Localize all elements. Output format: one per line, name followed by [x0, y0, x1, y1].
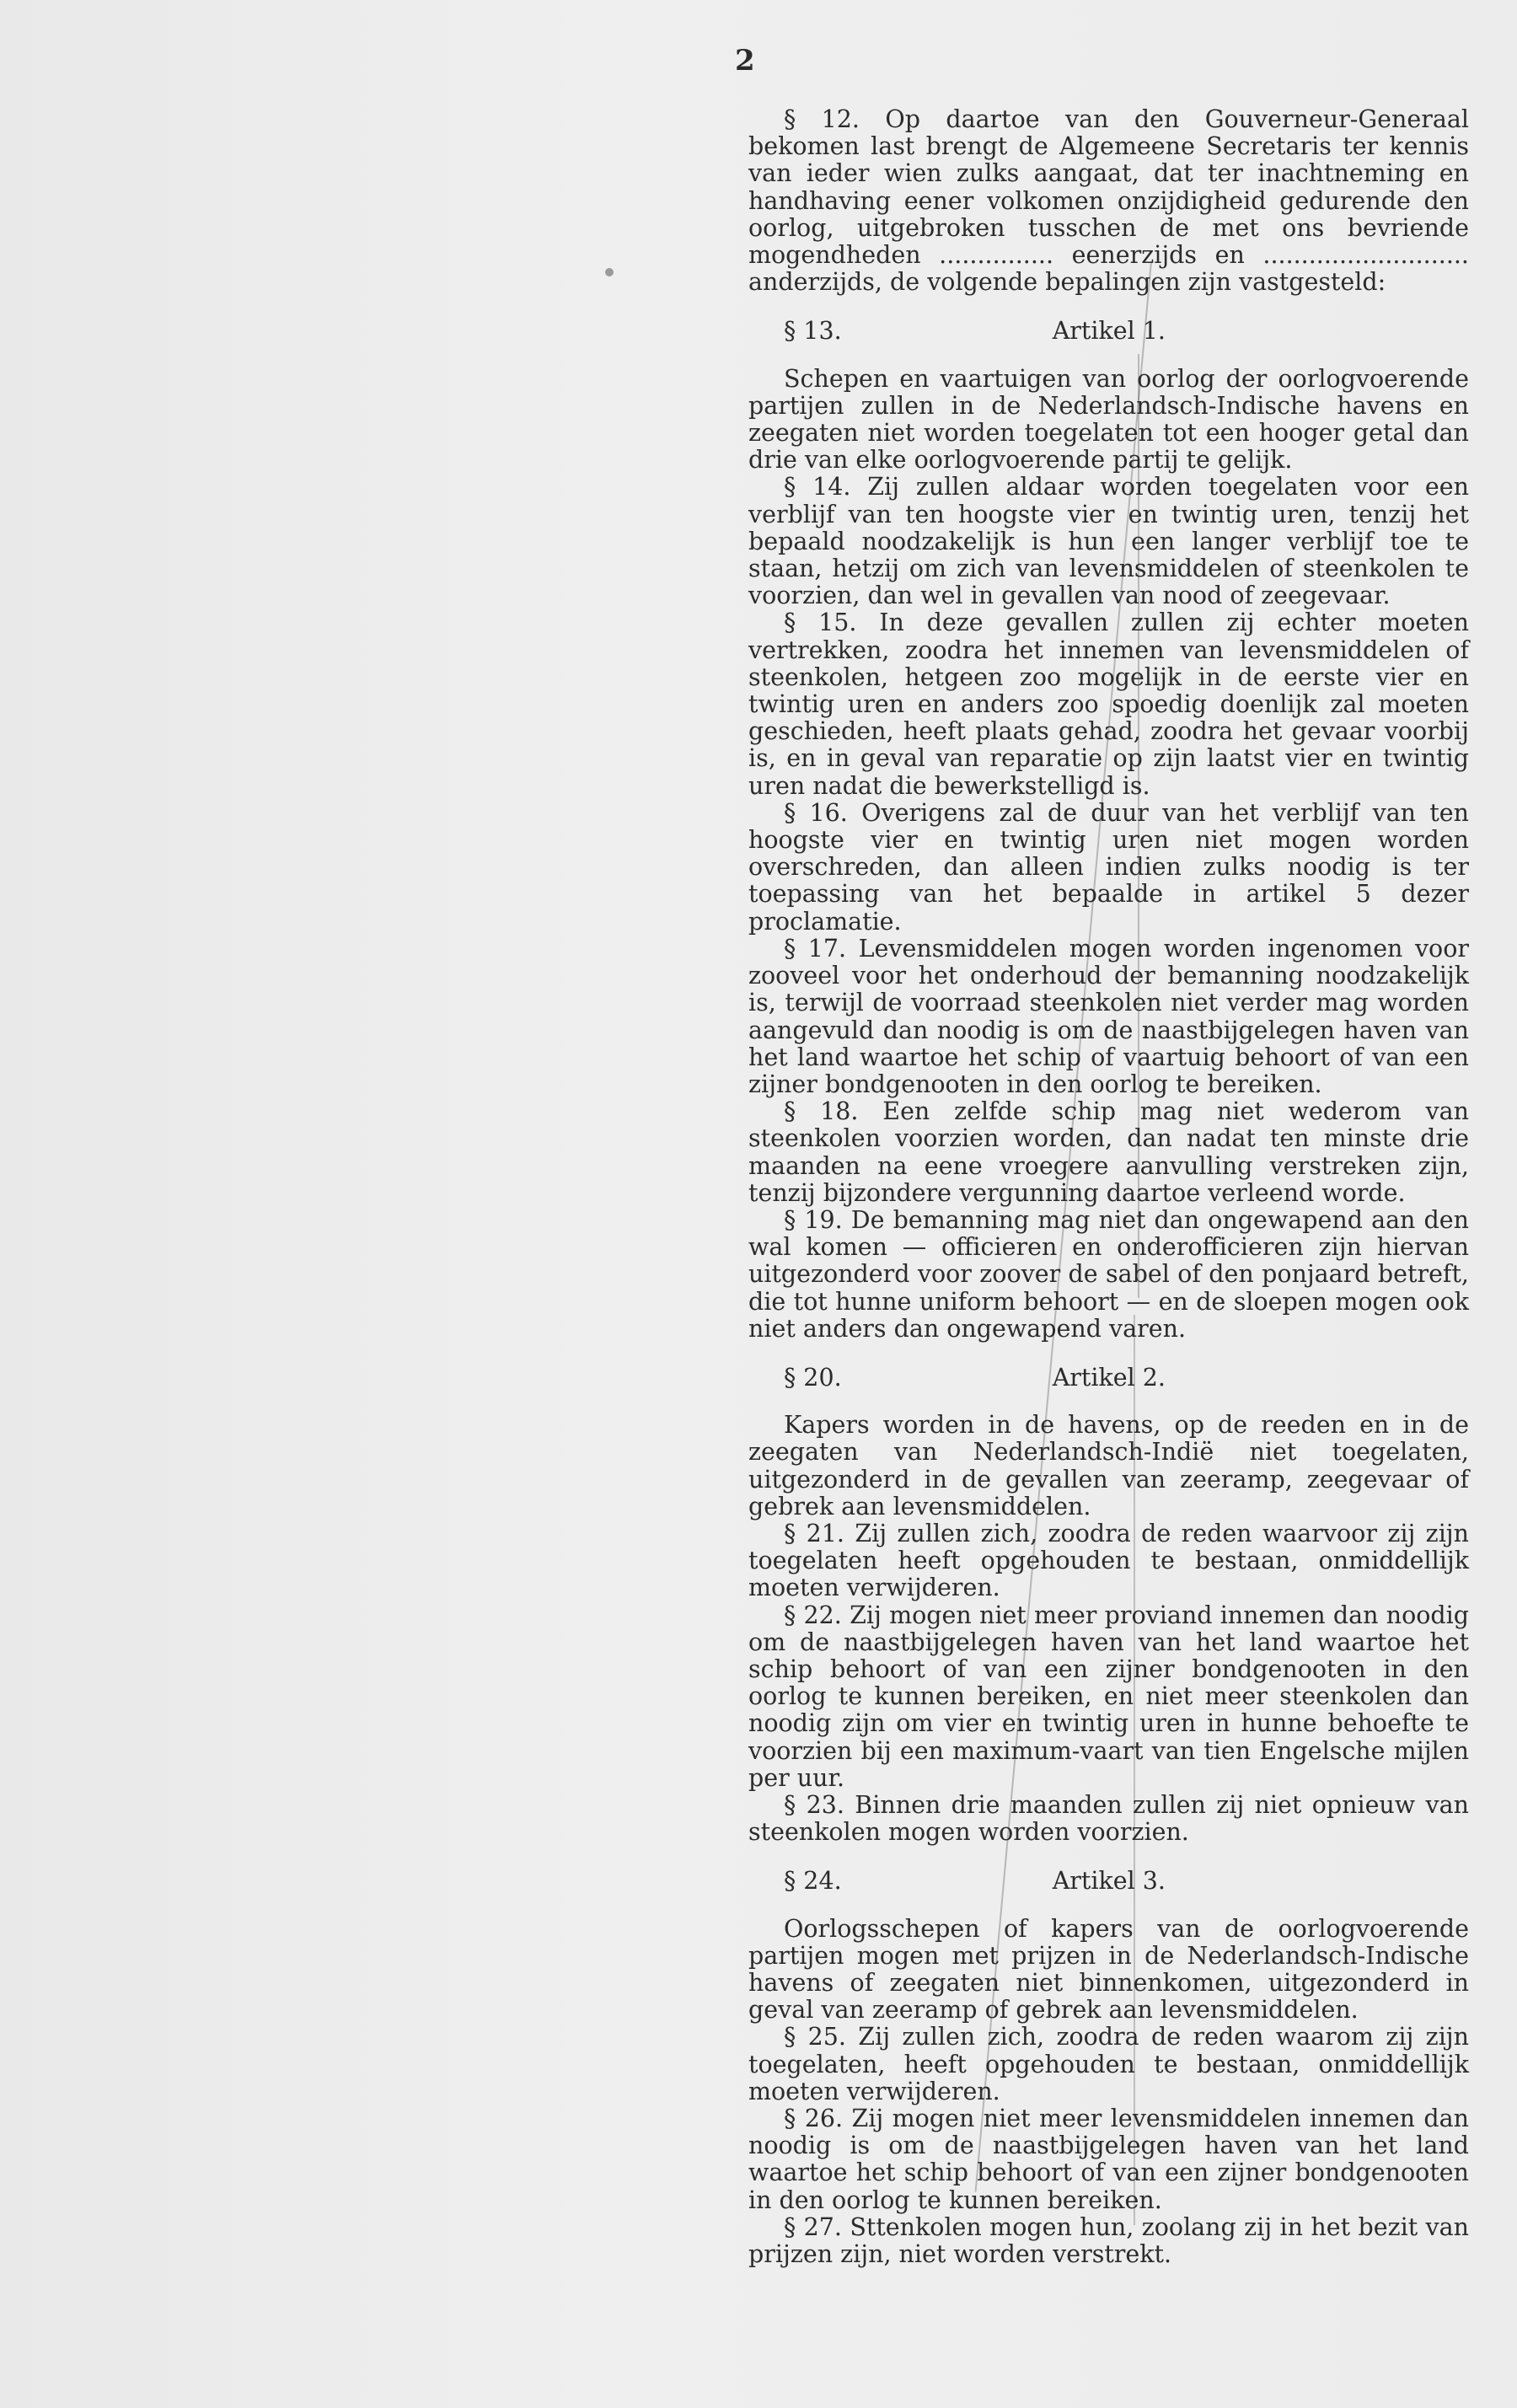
document-body — [748, 106, 1469, 2268]
paragraph: § 18. Een zelfde schip mag niet wederom van steenkolen voorzien worden, dan nadat ten minste drie maanden na eene vroegere aanvulling verstreken zijn, tenzij bijzondere vergunning daartoe verleend worde. — [748, 1097, 1469, 1207]
paragraph: § 25. Zij zullen zich, zoodra de reden waarom zij zijn toegelaten, heeft opgehouden te bestaan, onmiddellijk moeten verwijderen. — [748, 2023, 1469, 2105]
paragraph: § 27. Sttenkolen mogen hun, zoolang zij in het bezit van prijzen zijn, niet worden verstrekt. — [748, 2212, 1469, 2269]
paragraph: Schepen en vaartuigen van oorlog der oorlogvoerende partijen zullen in de Nederlandsch-Indische havens en zeegaten niet worden toegelaten tot een hooger getal dan drie van elke oorlogvoerende partij te gelijk. — [748, 364, 1469, 475]
article-heading — [748, 1365, 1469, 1392]
paragraph: § 12. Op daartoe van den Gouverneur-Generaal bekomen last brengt de Algemeene Secretaris ter kennis van ieder wien zulks aangaat, dat ter inachtneming en handhaving eener volkomen onzijdigheid gedurende den oorlog, uitgebroken tusschen de met ons bevriende mogendheden ............... eenerzijds en ........................... anderzijds, de volgende bepalingen zijn vastgesteld: — [748, 105, 1469, 297]
scan-speck — [605, 268, 614, 276]
paragraph: § 23. Binnen drie maanden zullen zij niet opnieuw van steenkolen mogen worden voorzien. — [748, 1790, 1469, 1847]
article-heading — [748, 1868, 1469, 1895]
article-title: Artikel 3. — [1052, 1867, 1166, 1896]
paragraph: § 16. Overigens zal de duur van het verblijf van ten hoogste vier en twintig uren niet mogen worden overschreden, dan alleen indien zulks noodig is ter toepassing van het bepaalde in artikel 5 dezer proclamatie. — [748, 798, 1469, 936]
paragraph: § 21. Zij zullen zich, zoodra de reden waarvoor zij zijn toegelaten heeft opgehouden te bestaan, onmiddellijk moeten verwijderen. — [748, 1519, 1469, 1602]
article-title: Artikel 1. — [1052, 317, 1166, 346]
paragraph: Oorlogsschepen of kapers van de oorlogvoerende partijen mogen met prijzen in de Nederlandsch-Indische havens of zeegaten niet binnenkomen, uitgezonderd in geval van zeeramp of gebrek aan levensmiddelen. — [748, 1914, 1469, 2025]
paragraph: § 14. Zij zullen aldaar worden toegelaten voor een verblijf van ten hoogste vier en twintig uren, tenzij het bepaald noodzakelijk is hun een langer verblijf toe te staan, hetzij om zich van levensmiddelen of steenkolen te voorzien, dan wel in gevallen van nood of zeegevaar. — [748, 473, 1469, 610]
paragraph: § 19. De bemanning mag niet dan ongewapend aan den wal komen — officieren en onderofficieren zijn hiervan uitgezonderd voor zoover de sabel of den ponjaard betreft, die tot hunne uniform behoort — en de sloepen mogen ook niet anders dan ongewapend varen. — [748, 1205, 1469, 1343]
section-number: § 13. — [784, 317, 842, 346]
paragraph: § 15. In deze gevallen zullen zij echter moeten vertrekken, zoodra het innemen van levensmiddelen of steenkolen, hetgeen zoo mogelijk in de eerste vier en twintig uren en anders zoo spoedig doenlijk zal moeten geschieden, heeft plaats gehad, zoodra het gevaar voorbij is, en in geval van reparatie op zijn laatst vier en twintig uren nadat die bewerkstelligd is. — [748, 609, 1469, 800]
page-number: 2 — [735, 44, 755, 78]
article-title: Artikel 2. — [1052, 1363, 1166, 1392]
paragraph: Kapers worden in de havens, op de reeden en in de zeegaten van Nederlandsch-Indië niet toegelaten, uitgezonderd in de gevallen van zeeramp, zeegevaar of gebrek aan levensmiddelen. — [748, 1411, 1469, 1520]
paragraph: § 17. Levensmiddelen mogen worden ingenomen voor zooveel voor het onderhoud der bemanning noodzakelijk is, terwijl de voorraad steenkolen niet verder mag worden aangevuld dan noodig is om de naastbijgelegen haven van het land waartoe het schip of vaartuig behoort of van een zijner bondgenooten in den oorlog te bereiken. — [748, 934, 1469, 1098]
paragraph: § 26. Zij mogen niet meer levensmiddelen innemen dan noodig is om de naastbijgelegen haven van het land waartoe het schip behoort of van een zijner bondgenooten in den oorlog te kunnen bereiken. — [748, 2105, 1469, 2214]
section-number: § 24. — [784, 1867, 842, 1896]
section-number: § 20. — [784, 1363, 842, 1392]
paragraph: § 22. Zij mogen niet meer proviand innemen dan noodig om de naastbijgelegen haven van het land waartoe het schip behoort of van een zijner bondgenooten in den oorlog te kunnen bereiken, en niet meer steenkolen dan noodig zijn om vier en twintig uren in hunne behoefte te voorzien bij een maximum-vaart van tien Engelsche mijlen per uur. — [748, 1601, 1469, 1792]
article-heading — [748, 318, 1469, 345]
